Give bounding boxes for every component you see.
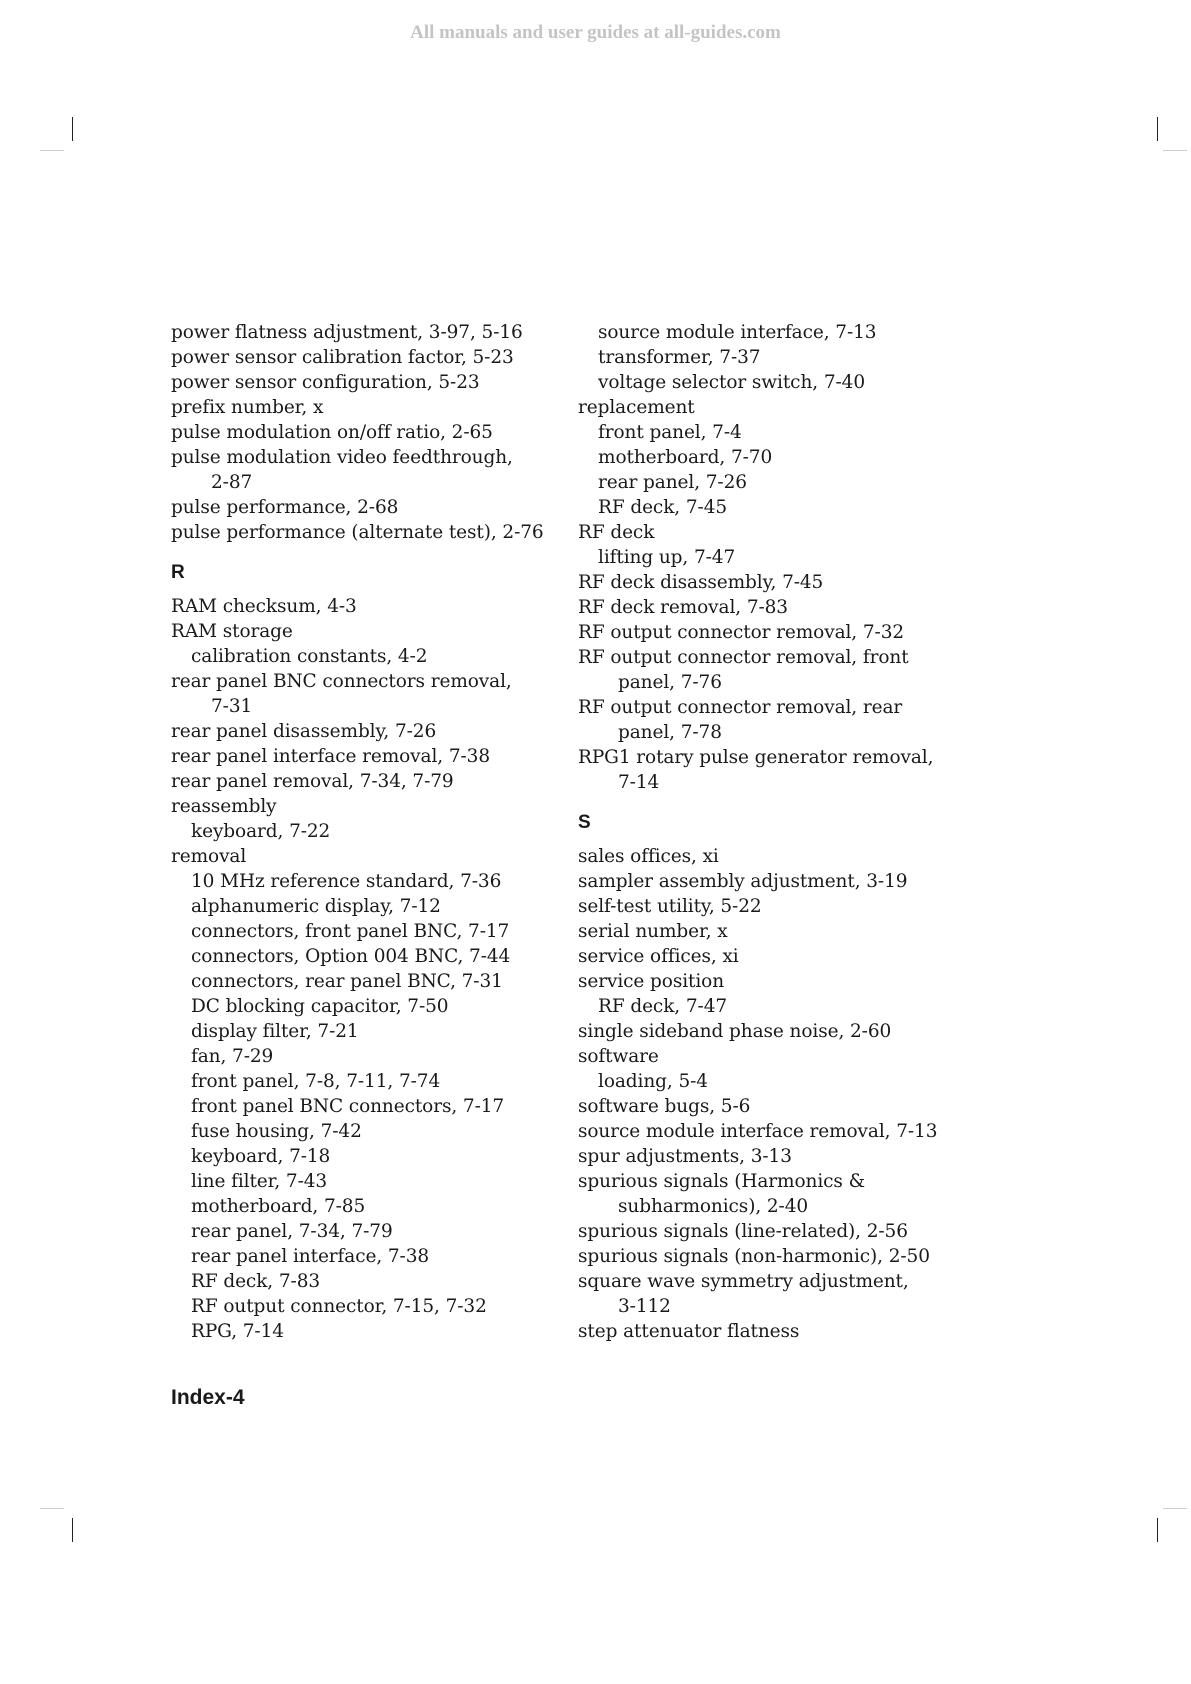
index-subentry: rear panel interface, 7-38 xyxy=(191,1246,430,1267)
index-entry: prefix number, x xyxy=(171,397,324,418)
index-subentry: display filter, 7-21 xyxy=(191,1021,359,1042)
crop-mark-top-right-h xyxy=(1163,150,1187,151)
index-subentry: transformer, 7-37 xyxy=(598,347,761,368)
index-entry: RF deck xyxy=(578,522,655,543)
index-subentry: rear panel, 7-26 xyxy=(598,472,747,493)
index-entry: spurious signals (Harmonics & xyxy=(578,1171,865,1192)
index-entry: software bugs, 5-6 xyxy=(578,1096,751,1117)
index-entry-continuation: panel, 7-76 xyxy=(618,672,722,693)
index-subentry: loading, 5-4 xyxy=(598,1071,708,1092)
index-entry: pulse performance (alternate test), 2-76 xyxy=(171,522,544,543)
index-entry: serial number, x xyxy=(578,921,728,942)
index-subentry: line filter, 7-43 xyxy=(191,1171,328,1192)
index-entry: RF deck removal, 7-83 xyxy=(578,597,788,618)
index-entry: square wave symmetry adjustment, xyxy=(578,1271,909,1292)
index-subentry: connectors, Option 004 BNC, 7-44 xyxy=(191,946,511,967)
index-entry: source module interface removal, 7-13 xyxy=(578,1121,938,1142)
index-subentry: fan, 7-29 xyxy=(191,1046,274,1067)
index-subentry: motherboard, 7-85 xyxy=(191,1196,366,1217)
index-subentry: front panel, 7-4 xyxy=(598,422,742,443)
index-subentry: RF deck, 7-47 xyxy=(598,996,728,1017)
index-subentry: source module interface, 7-13 xyxy=(598,322,877,343)
crop-mark-bottom-right-h xyxy=(1163,1508,1187,1509)
index-entry: rear panel interface removal, 7-38 xyxy=(171,746,490,767)
index-entry: service offices, xi xyxy=(578,946,739,967)
index-entry: power flatness adjustment, 3-97, 5-16 xyxy=(171,322,523,343)
index-entry: software xyxy=(578,1046,659,1067)
watermark: All manuals and user guides at all-guides.com xyxy=(410,22,781,43)
crop-mark-bottom-right xyxy=(1157,1518,1158,1542)
index-subentry: DC blocking capacitor, 7-50 xyxy=(191,996,449,1017)
index-entry: RF deck disassembly, 7-45 xyxy=(578,572,824,593)
index-entry: rear panel removal, 7-34, 7-79 xyxy=(171,771,454,792)
index-subentry: RF deck, 7-83 xyxy=(191,1271,321,1292)
index-subentry: RF output connector, 7-15, 7-32 xyxy=(191,1296,487,1317)
index-entry: power sensor calibration factor, 5-23 xyxy=(171,347,514,368)
index-entry: RAM storage xyxy=(171,621,293,642)
index-entry: reassembly xyxy=(171,796,277,817)
index-entry: spurious signals (non-harmonic), 2-50 xyxy=(578,1246,930,1267)
crop-mark-top-right xyxy=(1157,117,1158,141)
crop-mark-bottom-left-h xyxy=(40,1508,64,1509)
index-entry-continuation: panel, 7-78 xyxy=(618,722,722,743)
index-section-letter: S xyxy=(578,812,591,833)
index-subentry: fuse housing, 7-42 xyxy=(191,1121,362,1142)
index-entry: pulse modulation on/off ratio, 2-65 xyxy=(171,422,493,443)
index-entry: rear panel BNC connectors removal, xyxy=(171,671,512,692)
index-entry: spur adjustments, 3-13 xyxy=(578,1146,792,1167)
index-entry-continuation: 7-31 xyxy=(211,696,253,717)
index-entry: pulse performance, 2-68 xyxy=(171,497,399,518)
index-entry-continuation: 3-112 xyxy=(618,1296,671,1317)
index-subentry: motherboard, 7-70 xyxy=(598,447,773,468)
index-entry-continuation: subharmonics), 2-40 xyxy=(618,1196,809,1217)
crop-mark-top-left-h xyxy=(40,150,64,151)
index-entry: rear panel disassembly, 7-26 xyxy=(171,721,437,742)
index-section-letter: R xyxy=(171,562,185,583)
index-entry: removal xyxy=(171,846,247,867)
index-entry: single sideband phase noise, 2-60 xyxy=(578,1021,892,1042)
index-subentry: voltage selector switch, 7-40 xyxy=(598,372,865,393)
index-subentry: keyboard, 7-22 xyxy=(191,821,331,842)
index-entry: step attenuator flatness xyxy=(578,1321,800,1342)
index-subentry: front panel, 7-8, 7-11, 7-74 xyxy=(191,1071,441,1092)
page-footer-label: Index-4 xyxy=(171,1386,245,1409)
index-entry: service position xyxy=(578,971,725,992)
index-subentry: 10 MHz reference standard, 7-36 xyxy=(191,871,502,892)
index-entry: replacement xyxy=(578,397,695,418)
index-entry: RAM checksum, 4-3 xyxy=(171,596,357,617)
index-column-left xyxy=(171,320,544,1344)
index-subentry: alphanumeric display, 7-12 xyxy=(191,896,441,917)
index-entry: self-test utility, 5-22 xyxy=(578,896,762,917)
index-entry: sampler assembly adjustment, 3-19 xyxy=(578,871,908,892)
index-subentry: front panel BNC connectors, 7-17 xyxy=(191,1096,505,1117)
index-subentry: connectors, front panel BNC, 7-17 xyxy=(191,921,510,942)
index-entry: spurious signals (line-related), 2-56 xyxy=(578,1221,908,1242)
index-subentry: RF deck, 7-45 xyxy=(598,497,728,518)
index-entry: RF output connector removal, front xyxy=(578,647,909,668)
index-entry: RF output connector removal, 7-32 xyxy=(578,622,905,643)
index-entry-continuation: 7-14 xyxy=(618,772,660,793)
index-subentry: RPG, 7-14 xyxy=(191,1321,284,1342)
index-entry: pulse modulation video feedthrough, xyxy=(171,447,513,468)
index-subentry: rear panel, 7-34, 7-79 xyxy=(191,1221,393,1242)
index-subentry: connectors, rear panel BNC, 7-31 xyxy=(191,971,503,992)
index-entry: power sensor configuration, 5-23 xyxy=(171,372,480,393)
index-column-right xyxy=(578,320,948,1344)
crop-mark-top-left xyxy=(72,117,73,141)
index-subentry: calibration constants, 4-2 xyxy=(191,646,428,667)
index-subentry: keyboard, 7-18 xyxy=(191,1146,331,1167)
index-entry: RPG1 rotary pulse generator removal, xyxy=(578,747,934,768)
index-entry: RF output connector removal, rear xyxy=(578,697,903,718)
crop-mark-bottom-left xyxy=(72,1518,73,1542)
index-subentry: lifting up, 7-47 xyxy=(598,547,736,568)
index-entry: sales offices, xi xyxy=(578,846,719,867)
index-entry-continuation: 2-87 xyxy=(211,472,253,493)
